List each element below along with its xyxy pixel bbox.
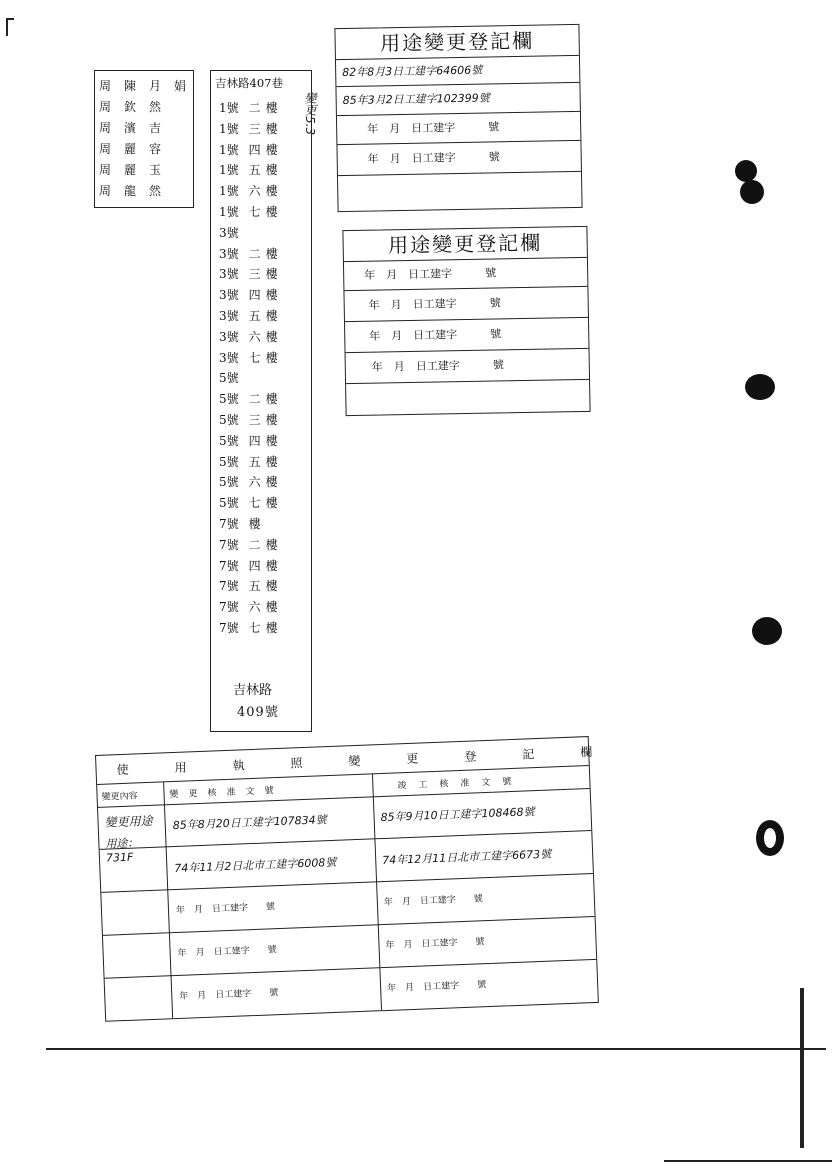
building-number: 5號	[219, 496, 239, 511]
building-number: 5號	[219, 454, 239, 469]
floor-label: 三樓	[248, 267, 283, 282]
address-line	[219, 141, 283, 158]
building-number: 3號	[219, 350, 239, 365]
building-number: 1號	[219, 121, 239, 136]
address-line	[219, 473, 283, 490]
owner-name: 周龍然	[99, 184, 175, 198]
page-edge	[800, 988, 804, 1148]
address-line	[219, 182, 283, 199]
permit-completion-entry: 74年12月11日北市工建字6673號	[382, 847, 552, 868]
permit-title: 使用執照變更登記欄	[116, 743, 639, 778]
col-change-approval: 變更核准文號	[169, 785, 284, 801]
address-line	[219, 453, 283, 470]
address-line	[219, 515, 266, 532]
building-number: 7號	[219, 537, 239, 552]
address-line	[219, 286, 283, 303]
building-number: 3號	[219, 329, 239, 344]
handwritten-margin-note: 變更5.3	[303, 92, 317, 136]
building-number: 3號	[219, 225, 239, 240]
register-entry: 年 月 日工建字 號	[337, 112, 580, 145]
building-number: 5號	[219, 475, 239, 490]
address-line	[219, 390, 283, 407]
register-entry: 年 月 日工建字 號	[344, 258, 587, 291]
binder-hole	[756, 820, 784, 856]
building-number: 1號	[219, 142, 239, 157]
building-number: 1號	[219, 101, 239, 115]
building-number: 1號	[219, 163, 239, 178]
address-line	[219, 536, 283, 553]
floor-label: 三樓	[248, 121, 283, 136]
floor-label: 七樓	[248, 621, 283, 635]
permit-change-approval-entry: 年 月 日工建字 號	[179, 988, 279, 1002]
floor-label: 五樓	[248, 454, 283, 469]
address-line	[219, 557, 283, 574]
floor-label: 樓	[248, 517, 266, 531]
building-number: 5號	[219, 413, 239, 427]
permit-completion-entry: 年 月 日工建字 號	[387, 980, 487, 994]
building-number: 7號	[219, 517, 239, 531]
floor-label: 六樓	[248, 184, 283, 199]
address-line	[219, 245, 283, 262]
binder-hole	[740, 180, 764, 204]
address-footer: 409號	[237, 705, 279, 720]
permit-row-divider	[103, 916, 595, 936]
address-line	[219, 369, 249, 386]
address-line	[219, 161, 283, 178]
floor-label: 五樓	[248, 579, 283, 594]
register-entry: 年 月 日工建字 號	[337, 141, 581, 176]
floor-label: 四樓	[248, 558, 283, 573]
floor-label: 二樓	[248, 392, 283, 407]
floor-label: 七樓	[248, 205, 283, 219]
floor-label: 五樓	[248, 309, 283, 323]
floor-label: 四樓	[248, 433, 283, 448]
owner-name: 周麗玉	[99, 163, 175, 177]
address-footer: 吉林路	[233, 683, 273, 698]
col-completion-approval: 竣工核准文號	[397, 776, 524, 792]
floor-label: 六樓	[248, 329, 283, 344]
permit-change-approval-entry: 年 月 日工建字 號	[177, 945, 277, 959]
register-entry: 82年8月3日工建字64606號	[336, 56, 579, 87]
owner-name: 周濱吉	[99, 121, 175, 135]
register-title: 用途變更登記欄	[343, 227, 587, 262]
address-line	[219, 265, 283, 282]
owner-name: 周麗容	[99, 142, 175, 156]
permit-completion-entry: 年 月 日工建字 號	[385, 937, 485, 951]
address-line	[219, 120, 283, 137]
address-line	[219, 224, 249, 241]
address-column	[210, 70, 312, 732]
floor-label: 六樓	[248, 600, 283, 615]
permit-completion-entry: 年 月 日工建字 號	[383, 894, 484, 909]
page-edge	[664, 1160, 832, 1162]
floor-label: 五樓	[248, 163, 283, 178]
building-number: 3號	[219, 309, 239, 323]
building-number: 7號	[219, 579, 239, 594]
binder-hole	[735, 160, 757, 182]
building-number: 3號	[219, 246, 239, 261]
floor-label: 三樓	[248, 413, 283, 427]
floor-label: 二樓	[248, 246, 283, 261]
address-line	[219, 494, 283, 511]
building-number: 5號	[219, 371, 239, 386]
building-number: 3號	[219, 288, 239, 303]
building-number: 5號	[219, 392, 239, 407]
address-line	[219, 99, 283, 116]
building-number: 7號	[219, 621, 239, 635]
scan-corner-mark	[6, 18, 8, 36]
permit-completion-entry: 85年9月10日工建字108468號	[380, 805, 535, 825]
address-header: 吉林路407巷	[215, 76, 283, 90]
floor-label: 四樓	[248, 142, 283, 157]
building-number: 5號	[219, 433, 239, 448]
binder-hole	[752, 617, 782, 645]
permit-change-approval-entry: 74年11月2日北市工建字6008號	[174, 855, 337, 876]
address-line	[219, 432, 283, 449]
register-entry: 85年3月2日工建字102399號	[336, 83, 579, 116]
address-line	[219, 203, 283, 220]
handwritten-side-note: 用途：731F	[105, 836, 139, 865]
handwritten-side-note: 變更用途	[104, 813, 153, 830]
permit-change-approval-entry: 85年8月20日工建字107834號	[172, 813, 327, 833]
building-number: 7號	[219, 558, 239, 573]
building-number: 7號	[219, 600, 239, 615]
permit-change-register	[95, 736, 639, 1022]
owner-name: 周欽然	[99, 100, 175, 114]
permit-row-divider	[105, 959, 597, 979]
floor-label: 四樓	[248, 288, 283, 303]
building-number: 1號	[219, 205, 239, 219]
floor-label: 六樓	[248, 475, 283, 490]
register-entry: 年 月 日工建字 號	[346, 349, 590, 384]
owner-name: 周陳月娟	[99, 79, 200, 93]
building-number: 1號	[219, 184, 239, 199]
address-line	[219, 307, 283, 324]
binder-hole	[745, 374, 775, 400]
address-line	[219, 328, 283, 345]
floor-label: 七樓	[248, 350, 283, 365]
usage-change-register-top	[334, 24, 582, 212]
col-change-content: 變更內容	[101, 791, 138, 803]
address-line	[219, 598, 283, 615]
permit-change-approval-entry: 年 月 日工建字 號	[175, 902, 276, 917]
register-entry: 年 月 日工建字 號	[344, 287, 588, 322]
address-line	[219, 577, 283, 594]
owners-box	[94, 70, 200, 208]
usage-change-register-bottom	[342, 226, 590, 416]
address-line	[219, 411, 283, 428]
floor-label: 二樓	[248, 101, 283, 115]
floor-label: 七樓	[248, 496, 283, 511]
address-line	[219, 349, 283, 366]
register-entry: 年 月 日工建字 號	[345, 318, 589, 353]
floor-label: 二樓	[248, 537, 283, 552]
building-number: 3號	[219, 267, 239, 282]
address-line	[219, 619, 283, 636]
register-title: 用途變更登記欄	[335, 25, 579, 60]
page-rule	[46, 1048, 826, 1050]
scan-corner-mark	[6, 18, 14, 20]
